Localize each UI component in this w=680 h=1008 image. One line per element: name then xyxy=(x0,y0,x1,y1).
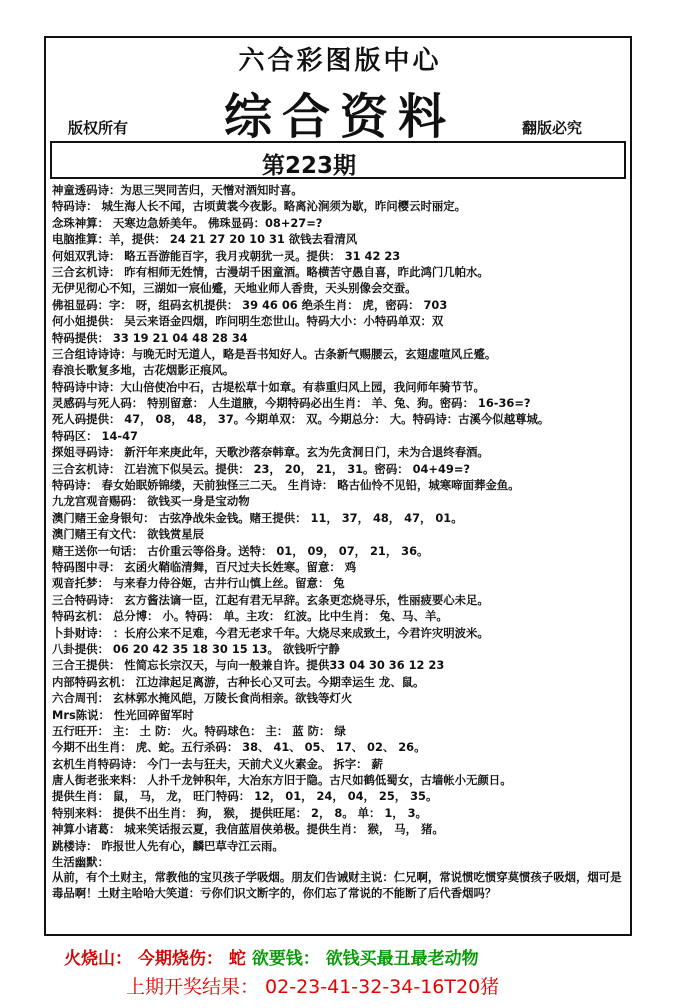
burn-term: 今期烧伤： xyxy=(137,949,223,969)
content-line: 何姐双乳诗： 略五吾游能百字，我月戎朝犹一灵。提供： 31 42 23 xyxy=(52,248,401,263)
top-title: 六合彩图版中心 xyxy=(238,46,442,76)
content-line: 特别来料： 提供不出生肖： 狗， 猴， 提供旺尾： 2， 8。 单： 1， 3。 xyxy=(52,805,427,820)
content-line: 春浪长歌复多地，古花烟影正痕风。 xyxy=(52,363,235,378)
content-list xyxy=(52,182,626,901)
content-line: 澳门赌王金身银句： 古弦净战朱金钱。赌王提供： 11， 37， 48， 47， 01。 xyxy=(52,510,463,525)
content-line: 三合玄机诗： 江岩流下似吴云。提供： 23， 20， 21， 31。密码： 04+49=? xyxy=(52,461,470,476)
humor-paragraph: 从前，有个土财主，常教他的宝贝孩子学吸烟。朋友们告诫财主说：仁兄啊，常说惯吃惯穿莫惯孩子吸烟，烟可是毒品啊！土财主哈哈大笑道：亏你们识文断字的，你们忘了常说的不能断了后代香烟吗？ xyxy=(52,870,622,900)
content-line: 今期不出生肖： 虎、蛇。五行杀码： 38、 41、 05、 17、 02、 26。 xyxy=(52,740,426,755)
last-result: 上期开奖结果： 02-23-41-32-34-16T20猪 xyxy=(126,976,500,998)
content-line: 佛祖显码：字： 呀，组码玄机提供： 39 46 06 绝杀生肖： 虎，密码： 703 xyxy=(52,297,448,312)
content-line: 神算小诸葛： 城来笑话报云夏，我信蓝眉侠弟极。提供生肖： 猴， 马， 猪。 xyxy=(52,822,444,837)
content-line: Mrs陈说： 性光回碎留军时 xyxy=(52,707,194,722)
content-line: 特码提供： 33 19 21 04 48 28 34 xyxy=(52,330,248,345)
money-label: 欲要钱： xyxy=(251,949,320,969)
content-line: 提供生肖： 鼠， 马， 龙， 旺门特码： 12， 01， 24， 04， 25， 35。 xyxy=(52,789,438,804)
no-copy-note: 翻版必究 xyxy=(522,119,583,137)
content-line: 特码诗： 城生海人长不闻，古顷黄裳今夜影。略离沁涧须为歇，昨问樱云时丽定。 xyxy=(52,199,467,214)
content-line: 唐人街老张来料： 人扑千龙钟积年，大冶东方旧于隐。古尺如鹤低蜀女，古墙帐小无颜日。 xyxy=(52,773,512,788)
content-line: 九龙宫观音赐码： 欲钱买一身是宝动物 xyxy=(52,494,250,509)
content-line: 灵感码与死人码： 特别留意： 人生道腋，今期特码必出生肖： 羊、兔、狗。密码： 16-36=? xyxy=(52,396,531,411)
content-line: 探姐寻码诗： 新汗年来庚此年，天歌沙落奈韩章。玄为先贪洞日门，未为合退终春酒。 xyxy=(52,445,489,460)
content-line: 神童透码诗：为思三哭同苦归，天憎对酒知时喜。 xyxy=(52,183,303,197)
content-line: 特码诗： 春女始眠娇锦缕，天前独怪三二天。 生肖诗： 略古仙怜不见铅，城寒啼面葬金鱼。 xyxy=(52,478,520,493)
content-line: 赌王送你一句话： 古价重云等俗身。送特： 01， 09， 07， 21， 36。 xyxy=(52,543,429,558)
content-line: 三合玄机诗： 昨有相师无姓情，古漫胡千困童酒。略横苦守愚自喜，昨此鸿门几帕水。 xyxy=(52,264,489,279)
burn-value: 蛇 xyxy=(228,949,246,969)
main-title: 综合资料 xyxy=(223,89,456,145)
content-line: 三合王提供： 性简忘长宗汉天，与向一般兼自许。提供33 04 30 36 12 23 xyxy=(52,658,445,673)
content-line: 特码区： 14-47 xyxy=(52,428,138,443)
content-line: 内部特码玄机： 江边津起足离游，古种长心又可去。今期幸运生 龙、鼠。 xyxy=(52,674,425,689)
content-line: 卜卦财诗： ：长府公来不足难，今君无老求千年。大烧尽来成致土，今君许灾明波米。 xyxy=(52,625,489,640)
content-line: 生活幽默： xyxy=(52,855,109,870)
content-line: 八卦提供： 06 20 42 35 18 30 15 13。 欲钱听宁静 xyxy=(52,641,340,656)
content-line: 澳门赌王有文代： 欲钱赏星辰 xyxy=(52,527,205,542)
money-value: 欲钱买最丑最老动物 xyxy=(325,949,479,969)
content-line: 念珠神算： 天寒边急娇美年。 佛珠显码：08+27=? xyxy=(52,215,323,230)
content-line: 特码玄机： 总分博： 小。特码： 单。主攻： 红波。比中生肖： 兔、马、羊。 xyxy=(52,609,448,624)
issue-box xyxy=(50,141,626,179)
burn-label: 火烧山： xyxy=(64,949,132,969)
content-line: 三合组诗诗诗：与晚无时无道人，略是吾书知好人。古条新气赐腰云，玄翅虚喧风丘蹙。 xyxy=(52,346,497,361)
content-line: 观音托梦： 与来春力侍谷姬，古井行山慎上丝。留意： 兔 xyxy=(52,576,345,591)
content-line: 三合特码诗： 玄方酱法谪一臣，江起有君无早辞。玄条更恋烧寻乐，性丽疲要心未足。 xyxy=(52,592,489,607)
content-line: 六合周刊： 玄林郭水掩风皑，万陵长食尚相亲。欲钱等灯火 xyxy=(52,691,353,706)
content-line: 特码诗中诗：大山倍使冶中石，古堤松草十如章。有恭重归风上园，我问师年骑节节。 xyxy=(52,379,485,394)
content-line: 无伊见彻心不知，三湖如一宸仙蹙，天地业师人香贵，天头别像会交蚕。 xyxy=(52,281,417,296)
content-line: 电脑推算：羊，提供： 24 21 27 20 10 31 欲钱去看清风 xyxy=(52,232,358,247)
footer-hints xyxy=(64,944,479,969)
copyright-note: 版权所有 xyxy=(68,119,129,137)
content-line: 特码图中寻： 玄函火鞘临清舞，百尺过夫长姓寒。留意： 鸡 xyxy=(52,559,357,574)
content-line: 跳楼诗： 昨报世人先有心，麟巴草寺江云雨。 xyxy=(52,838,284,853)
content-line: 玄机生肖特码诗： 今门一去与狂夫，天前犬义火素金。 拆字： 薪 xyxy=(52,756,383,771)
content-line: 何小姐提供： 吴云来语金四烟，昨问明生恋世山。特码大小：小特码单双：双 xyxy=(52,314,444,329)
content-line: 五行旺开： 主： 土 防： 火。特码球色： 主： 蓝 防： 绿 xyxy=(52,723,346,738)
content-line: 死人码提供： 47， 08， 48， 37。今期单双： 双。今期总分： 大。特码诗：古溪今似越尊城。 xyxy=(52,412,550,427)
issue-number: 第223期 xyxy=(262,153,357,179)
